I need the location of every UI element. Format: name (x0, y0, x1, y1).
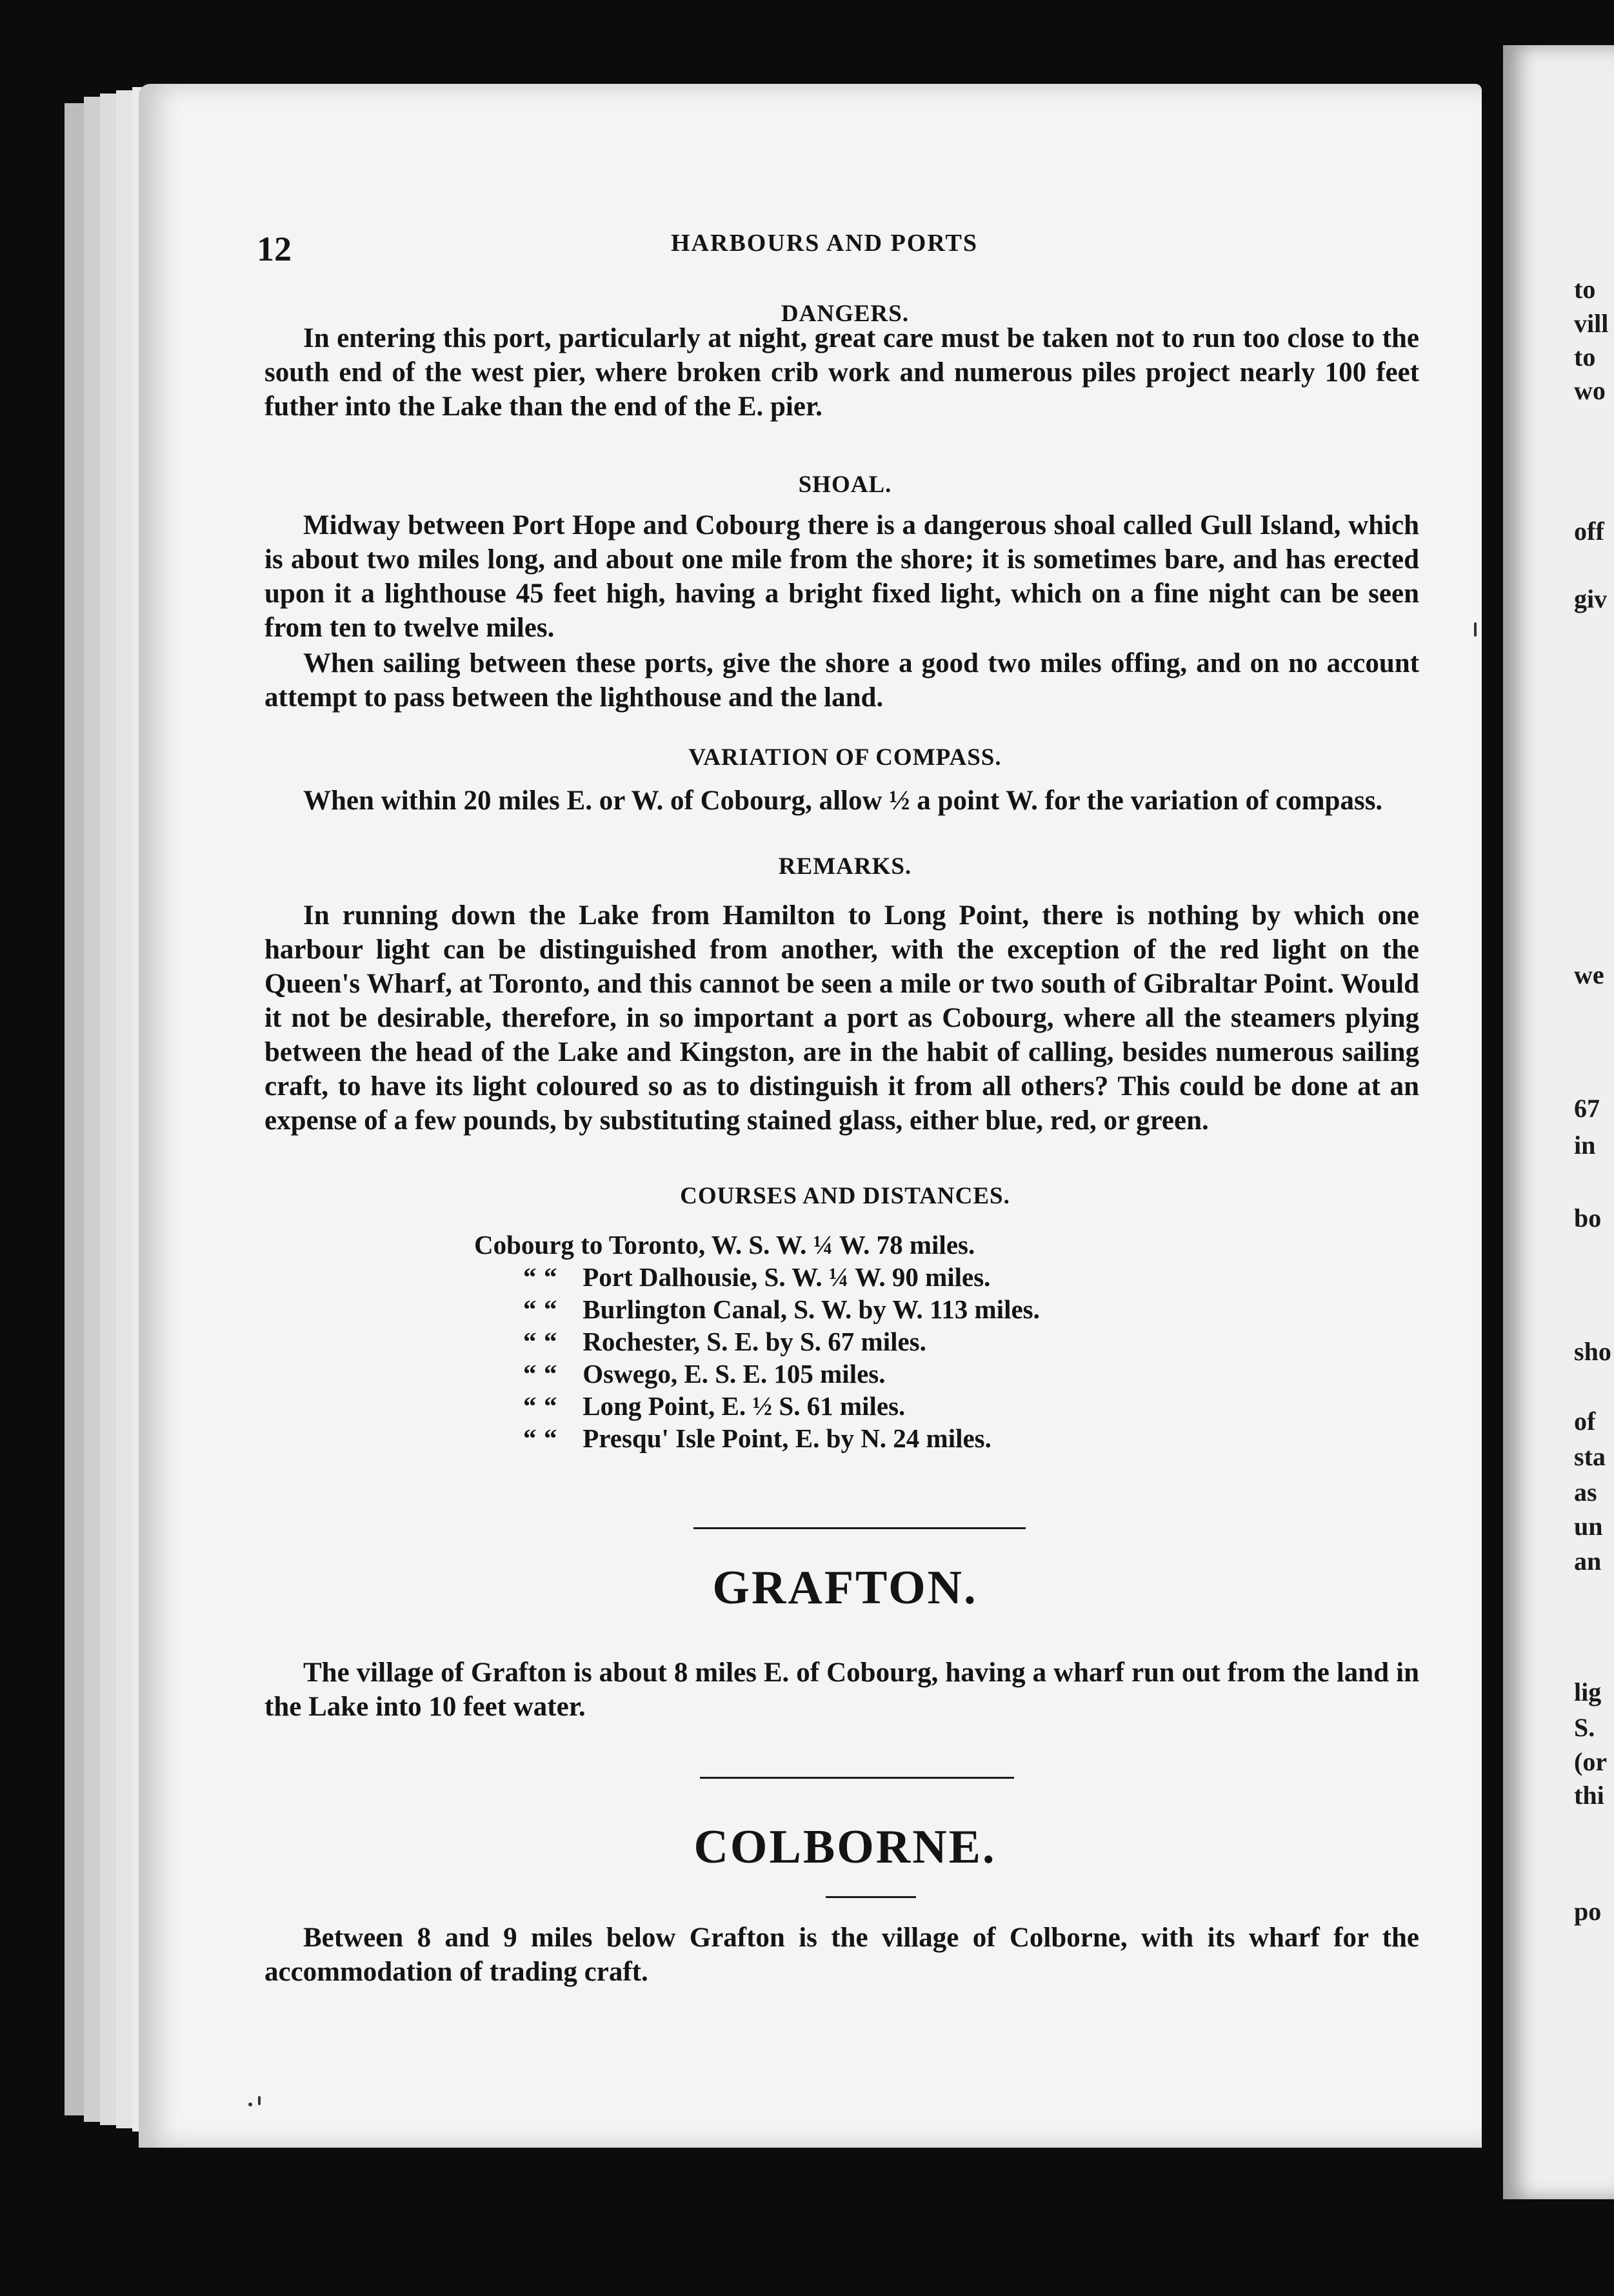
course-row (474, 1358, 1040, 1390)
facing-page-fragment: S. (1574, 1713, 1595, 1742)
course-text: Port Dalhousie, S. W. ¼ W. 90 miles. (583, 1262, 991, 1292)
grafton-title: GRAFTON. (712, 1561, 978, 1614)
colborne-paragraph: Between 8 and 9 miles below Grafton is the village of Colborne, with its wharf for the accommodation of trading craft. (264, 1923, 1419, 1987)
remarks-heading: REMARKS. (778, 853, 912, 880)
ditto-mark: “ (523, 1327, 537, 1356)
ditto-mark: “ (523, 1359, 537, 1389)
ditto-mark: “ (544, 1423, 557, 1453)
ditto-mark: “ (544, 1294, 557, 1324)
ditto-mark: “ (523, 1423, 537, 1453)
variation-paragraph: When within 20 miles E. or W. of Cobourg, allow ½ a point W. for the variation of compass. (303, 786, 1383, 816)
title-underline (826, 1896, 916, 1898)
facing-page-fragment: sho (1574, 1337, 1611, 1366)
facing-page-fragment: of (1574, 1407, 1596, 1436)
shoal-heading: SHOAL. (798, 471, 892, 498)
print-speck (1474, 622, 1477, 637)
shoal-paragraph: Midway between Port Hope and Cobourg there is a dangerous shoal called Gull Island, which is about two miles long, and about one mile from the shore; it is sometimes bare, and has erected upon it a lighthouse 45 feet high, having a bright fixed light, which on a fine night can be seen from ten to twelve miles. (264, 510, 1419, 643)
facing-page-fragment: in (1574, 1131, 1596, 1160)
page-number: 12 (257, 230, 292, 268)
facing-page-fragment: off (1574, 517, 1604, 546)
facing-page-fragment: lig (1574, 1677, 1602, 1707)
facing-page-fragment: wo (1574, 376, 1606, 405)
facing-page-fragment: po (1574, 1897, 1602, 1926)
variation-heading: VARIATION OF COMPASS. (688, 744, 1002, 771)
section-divider (693, 1527, 1026, 1529)
print-speck (248, 2103, 252, 2106)
ditto-mark: “ (544, 1327, 557, 1356)
course-text: Burlington Canal, S. W. by W. 113 miles. (583, 1294, 1040, 1324)
facing-page-fragment: to (1574, 342, 1596, 371)
ditto-mark: “ (523, 1294, 537, 1324)
ditto-mark: “ (523, 1262, 537, 1292)
facing-page-fragment: 67 (1574, 1094, 1600, 1123)
course-row (474, 1390, 1040, 1422)
course-text: Toronto, W. S. W. ¼ W. 78 miles. (608, 1230, 975, 1260)
remarks-paragraph: In running down the Lake from Hamilton to Long Point, there is nothing by which one harbour light can be distinguished from another, with the exception of the red light on the Queen's Wharf, at Toronto, and this cannot be seen a mile or two south of Gibraltar Point. Would it not be desirable, therefore, in so important a port as Cobourg, where all the steamers plying between the head of the Lake and Kingston, are in the habit of calling, besides numerous sailing craft, to have its light coloured so as to distinguish it from all others? This could be done at an expense of a few pounds, by substituting stained glass, either blue, red, or green. (264, 900, 1419, 1136)
facing-page-fragment: to (1574, 275, 1596, 304)
facing-page-fragment: (or (1574, 1747, 1608, 1776)
facing-page-fragment: un (1574, 1512, 1603, 1541)
facing-page-fragment: thi (1574, 1781, 1604, 1810)
course-lead: Cobourg to (474, 1230, 603, 1260)
print-speck (258, 2096, 261, 2105)
ditto-mark: “ (544, 1262, 557, 1292)
facing-page-fragment: giv (1574, 584, 1608, 613)
course-row (474, 1325, 1040, 1358)
course-text: Long Point, E. ½ S. 61 miles. (583, 1391, 906, 1421)
dangers-paragraph: In entering this port, particularly at night, great care must be taken not to run too close to the south end of the west pier, where broken crib work and numerous piles project nearly 100 feet futher into the Lake than the end of the E. pier. (264, 323, 1419, 422)
course-row (474, 1261, 1040, 1293)
courses-list (474, 1229, 1040, 1454)
grafton-paragraph: The village of Grafton is about 8 miles E. of Cobourg, having a wharf run out from the land in the Lake into 10 feet water. (264, 1658, 1419, 1722)
section-divider (700, 1777, 1014, 1779)
facing-page-fragment: bo (1574, 1203, 1602, 1232)
ditto-mark: “ (544, 1359, 557, 1389)
course-row (474, 1229, 1040, 1261)
facing-page-fragment: as (1574, 1478, 1597, 1507)
course-text: Presqu' Isle Point, E. by N. 24 miles. (583, 1423, 991, 1453)
ditto-mark: “ (523, 1391, 537, 1421)
courses-heading: COURSES AND DISTANCES. (680, 1183, 1010, 1209)
dangers-heading: DANGERS. (781, 301, 910, 327)
colborne-title: COLBORNE. (693, 1821, 997, 1874)
course-text: Oswego, E. S. E. 105 miles. (583, 1359, 886, 1389)
ditto-mark: “ (544, 1391, 557, 1421)
course-row (474, 1422, 1040, 1454)
shoal-paragraph: When sailing between these ports, give the shore a good two miles offing, and on no account attempt to pass between the lighthouse and the land. (264, 648, 1419, 713)
course-text: Rochester, S. E. by S. 67 miles. (583, 1327, 926, 1356)
facing-page-fragment: vill (1574, 309, 1609, 338)
facing-page-fragment: we (1574, 960, 1604, 989)
running-head: HARBOURS AND PORTS (671, 230, 978, 257)
facing-page-fragment: an (1574, 1547, 1602, 1576)
course-row (474, 1293, 1040, 1325)
facing-page-fragment: sta (1574, 1442, 1606, 1471)
